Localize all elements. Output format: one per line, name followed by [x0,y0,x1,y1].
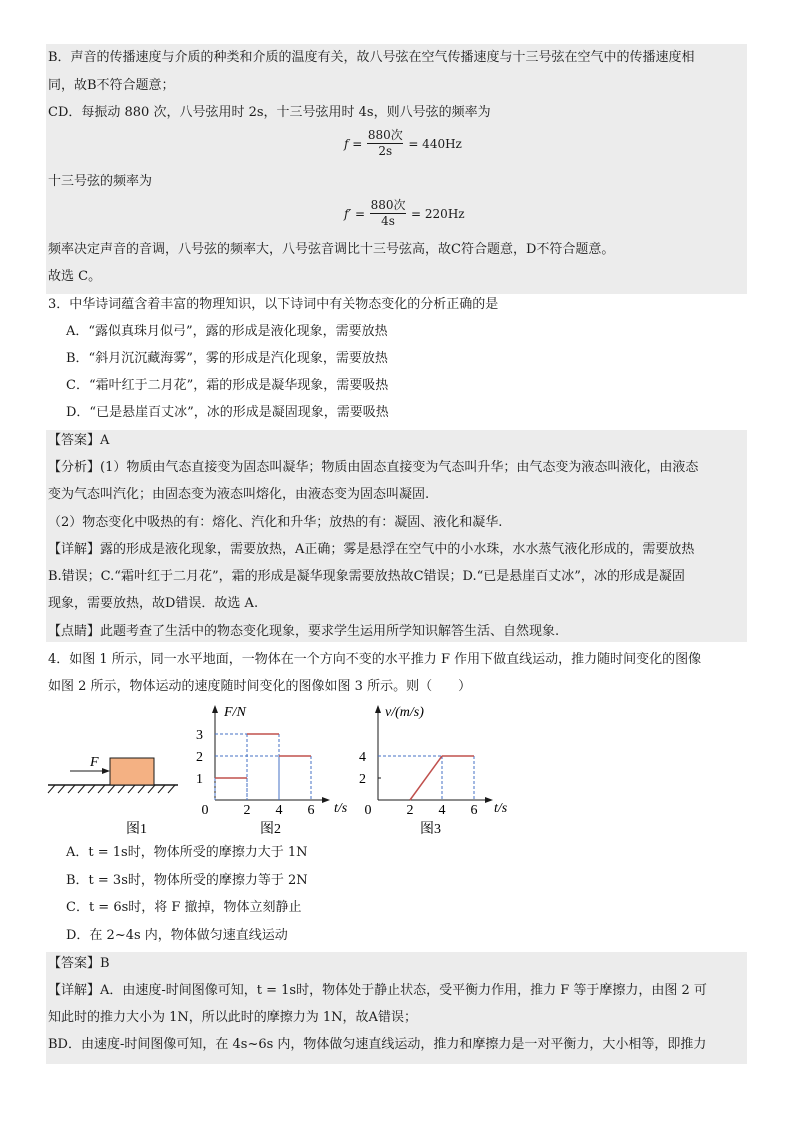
equation-rhs: = 440Hz [408,136,462,151]
x-axis-label: t/s [494,801,508,816]
analysis: （2）物态变化中吸热的有：熔化、汽化和升华；放热的有：凝固、液化和凝华. [48,515,503,530]
figure-3-caption: 图3 [420,822,441,837]
detail: 【详解】露的形成是液化现象，需要放热，A正确；雾是悬浮在空气中的小水珠，水水蒸气液化形成的，需要放热 [48,542,695,557]
y-tick-label: 3 [196,728,203,743]
force-arrowhead [102,768,110,774]
option-a: A．t = 1s时，物体所受的摩擦力大于 1N [66,845,308,860]
option-d: D．“已是悬崖百丈冰”，冰的形成是凝固现象，需要吸热 [66,405,389,420]
figures [0,700,794,840]
fraction-denominator: 2s [378,144,393,158]
figure-1-caption: 图1 [126,822,147,837]
x-tick-label: 2 [406,803,414,818]
fraction-numerator: 880次 [367,128,403,142]
x-axis-arrow [485,797,493,803]
y-axis-arrow [375,705,381,713]
x-tick-label: 6 [307,803,315,818]
option-a: A．“露似真珠月似弓”，露的形成是液化现象，需要放热 [66,324,388,339]
answer: 【答案】A [48,433,110,448]
text-line: 频率决定声音的音调，八号弦的频率大，八号弦音调比十三号弦高，故C符合题意，D不符合题意。 [48,242,615,257]
detail: 知此时的推力大小为 1N，所以此时的摩擦力为 1N，故A错误； [48,1010,417,1025]
option-c: C．t = 6s时，将 F 撤掉，物体立刻静止 [66,900,302,915]
answer: 【答案】B [48,956,110,971]
option-d: D．在 2~4s 内，物体做匀速直线运动 [66,928,288,943]
remark: 【点睛】此题考查了生活中的物态变化现象，要求学生运用所学知识解答生活、自然现象. [48,624,560,639]
x-tick-label: 0 [364,803,372,818]
detail: BD．由速度-时间图像可知，在 4s~6s 内，物体做匀速直线运动，推力和摩擦力是一对平衡力，大小相等，即推力 [48,1037,707,1052]
option-b: B．“斜月沉沉藏海雾”，雾的形成是汽化现象，需要放热 [66,351,388,366]
text-line: 故选 C。 [48,269,102,284]
y-tick-label: 1 [196,772,203,787]
data-segment [410,756,442,800]
y-axis-arrow [212,705,218,713]
x-axis-label: t/s [334,801,348,816]
figure-1 [48,755,178,837]
equation-lhs: f = [344,136,363,151]
figure-2 [196,705,348,837]
equation-rhs: = 220Hz [411,206,465,221]
detail: 现象，需要放热，故D错误．故选 A. [48,596,259,611]
y-tick-label: 2 [359,772,366,787]
y-tick-label: 4 [359,750,366,765]
question-4-stem: 4．如图 1 所示，同一水平地面，一物体在一个方向不变的水平推力 F 作用下做直线运动，推力随时间变化的图像 [48,652,702,667]
text-line: B．声音的传播速度与介质的种类和介质的温度有关，故八号弦在空气传播速度与十三号弦在空气中的传播速度相 [48,50,695,65]
figure-3 [359,705,508,837]
option-b: B．t = 3s时，物体所受的摩擦力等于 2N [66,873,308,888]
equation-f13 [344,198,465,229]
fraction-numerator: 880次 [370,198,406,212]
option-c: C．“霜叶红于二月花”，霜的形成是凝华现象，需要吸热 [66,378,389,393]
equation-f8 [344,128,462,159]
x-tick-label: 0 [201,803,209,818]
y-axis-label: F/N [224,705,246,720]
question-3-stem: 3．中华诗词蕴含着丰富的物理知识，以下诗词中有关物态变化的分析正确的是 [48,297,499,312]
fraction-denominator: 4s [381,214,395,228]
y-tick-label: 2 [196,750,203,765]
force-label: F [90,755,99,770]
block [110,758,154,785]
figure-2-caption: 图2 [260,822,281,837]
detail: B.错误；C.“霜叶红于二月花”，霜的形成是凝华现象需要放热故C错误；D.“已是悬崖百丈冰”，冰的形成是凝固 [48,569,685,584]
x-tick-label: 6 [470,803,478,818]
question-4-stem: 如图 2 所示，物体运动的速度随时间变化的图像如图 3 所示。则（ ） [48,679,472,694]
analysis: 【分析】(1）物质由气态直接变为固态叫凝华；物质由固态直接变为气态叫升华；由气态变为液态叫液化，由液态 [48,460,699,475]
text-line: 十三号弦的频率为 [48,174,153,189]
ground-hatch [48,785,175,793]
text-line: 同，故B不符合题意； [48,78,175,93]
detail: 【详解】A．由速度-时间图像可知，t = 1s时，物体处于静止状态，受平衡力作用，推力 F 等于摩擦力，由图 2 可 [48,983,707,998]
x-axis-arrow [322,797,330,803]
text-line: CD．每振动 880 次，八号弦用时 2s，十三号弦用时 4s，则八号弦的频率为 [48,105,491,120]
x-tick-label: 4 [438,803,446,818]
x-tick-label: 2 [243,803,251,818]
analysis: 变为气态叫汽化；由固态变为液态叫熔化，由液态变为固态叫凝固. [48,487,430,502]
equation-lhs: f′ = [344,206,366,221]
x-tick-label: 4 [275,803,283,818]
y-axis-label: v/(m/s) [385,705,424,720]
